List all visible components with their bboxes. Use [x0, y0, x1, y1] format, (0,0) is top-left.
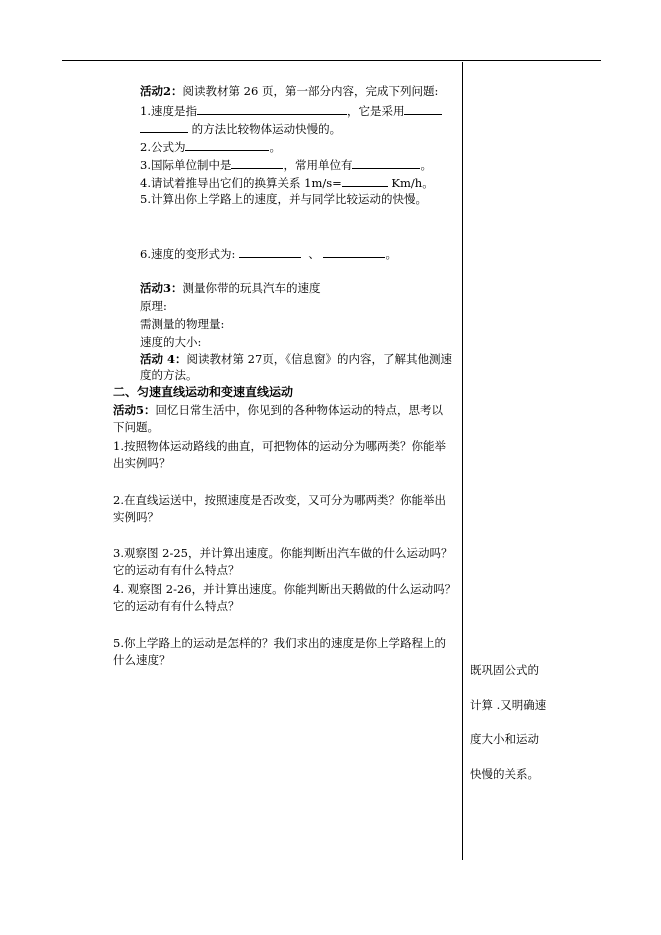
- activity3-text: 测量你带的玩具汽车的速度: [182, 281, 321, 295]
- activity5-q5-b: 什么速度？: [113, 653, 171, 667]
- activity5-q1-b: 出实例吗？: [113, 456, 171, 470]
- q6-blank-2[interactable]: [323, 246, 385, 258]
- q1-blank-2-cont[interactable]: [140, 121, 188, 133]
- activity3-speed: 速度的大小:: [140, 335, 202, 349]
- activity2-q1-line2: [140, 121, 341, 137]
- top-rule: [62, 60, 601, 61]
- activity2-title: 活动2：: [140, 84, 183, 98]
- activity5-line: [113, 403, 443, 418]
- activity4-text: 阅读教材第 27页，《信息窗》的内容，了解其他测速: [186, 352, 453, 366]
- column-divider: [462, 62, 463, 860]
- activity5-q3-a: 3.观察图 2-25，并计算出速度。你能判断出汽车做的什么运动吗？: [113, 546, 453, 560]
- activity5-q2-b: 实例吗？: [113, 510, 159, 524]
- activity3-principle: 原理:: [140, 299, 167, 313]
- q1-text-b: ，它是采用: [346, 104, 405, 118]
- q4-blank[interactable]: [342, 175, 388, 187]
- sidebar-note-2: 计算 .又明确速: [470, 698, 547, 712]
- activity4-line2: 度的方法。: [140, 368, 198, 382]
- q3-end: 。: [420, 158, 432, 172]
- q1-text-c: 的方法比较物体运动快慢的。: [191, 122, 342, 136]
- sidebar-note-1: 既巩固公式的: [470, 663, 539, 677]
- activity4-line: [140, 352, 452, 367]
- q6-end: 。: [385, 247, 397, 261]
- activity2-q6-line: [140, 246, 397, 262]
- activity5-q2-a: 2.在直线运送中，按照速度是否改变，又可分为哪两类？你能举出: [113, 493, 446, 507]
- q1-blank-1[interactable]: [197, 103, 347, 115]
- sidebar-note-4: 快慢的关系。: [470, 767, 539, 781]
- q6-blank-1[interactable]: [239, 246, 301, 258]
- q6-text-a: 6.速度的变形式为:: [140, 247, 236, 261]
- q2-end: 。: [269, 140, 281, 154]
- activity2-q1-line: [140, 103, 442, 119]
- activity5-text: 回忆日常生活中，你见到的各种物体运动的特点，思考以: [155, 403, 444, 417]
- activity3-title: 活动3：: [140, 281, 183, 295]
- q2-blank[interactable]: [185, 139, 269, 151]
- q4-text-b: Km/h。: [391, 176, 434, 190]
- activity5-q5-a: 5.你上学路上的运动是怎样的？我们求出的速度是你上学路程上的: [113, 636, 446, 650]
- activity5-q1-a: 1.按照物体运动路线的曲直，可把物体的运动分为哪两类？你能举: [113, 439, 446, 453]
- activity5-line2: 下问题。: [113, 420, 159, 434]
- activity5-q4-a: 4. 观察图 2-26，并计算出速度。你能判断出天鹅做的什么运动吗？: [113, 582, 457, 596]
- q3-blank-2[interactable]: [352, 157, 420, 169]
- q1-text-a: 1.速度是指: [140, 104, 197, 118]
- q4-text-a: 4.请试着推导出它们的换算关系 1m/s=: [140, 176, 342, 190]
- activity5-title: 活动5：: [113, 403, 156, 417]
- activity3-line: [140, 281, 321, 296]
- q6-sep: 、: [308, 247, 320, 261]
- activity3-quantities: 需测量的物理量:: [140, 317, 225, 331]
- activity5-q3-b: 它的运动有有什么特点？: [113, 563, 240, 577]
- q1-blank-2[interactable]: [404, 103, 442, 115]
- q3-text-a: 3.国际单位制中是: [140, 158, 232, 172]
- q2-text: 2.公式为: [140, 140, 186, 154]
- activity2-q2-line: [140, 139, 281, 155]
- activity5-q4-b: 它的运动有有什么特点？: [113, 599, 240, 613]
- activity2-intro-line: [140, 84, 438, 99]
- activity2-q5-line: [140, 192, 427, 207]
- activity4-title: 活动 4：: [140, 352, 187, 366]
- section2-heading: 二、匀速直线运动和变速直线运动: [113, 385, 294, 399]
- activity2-intro: 阅读教材第 26 页，第一部分内容，完成下列问题:: [182, 84, 439, 98]
- sidebar-note-3: 度大小和运动: [470, 732, 539, 746]
- q3-text-b: ，常用单位有: [283, 158, 353, 172]
- activity2-q4-line: [140, 175, 434, 191]
- q3-blank-1[interactable]: [231, 157, 283, 169]
- q5-text: 5.计算出你上学路上的速度，并与同学比较运动的快慢。: [140, 192, 427, 206]
- activity2-q3-line: [140, 157, 432, 173]
